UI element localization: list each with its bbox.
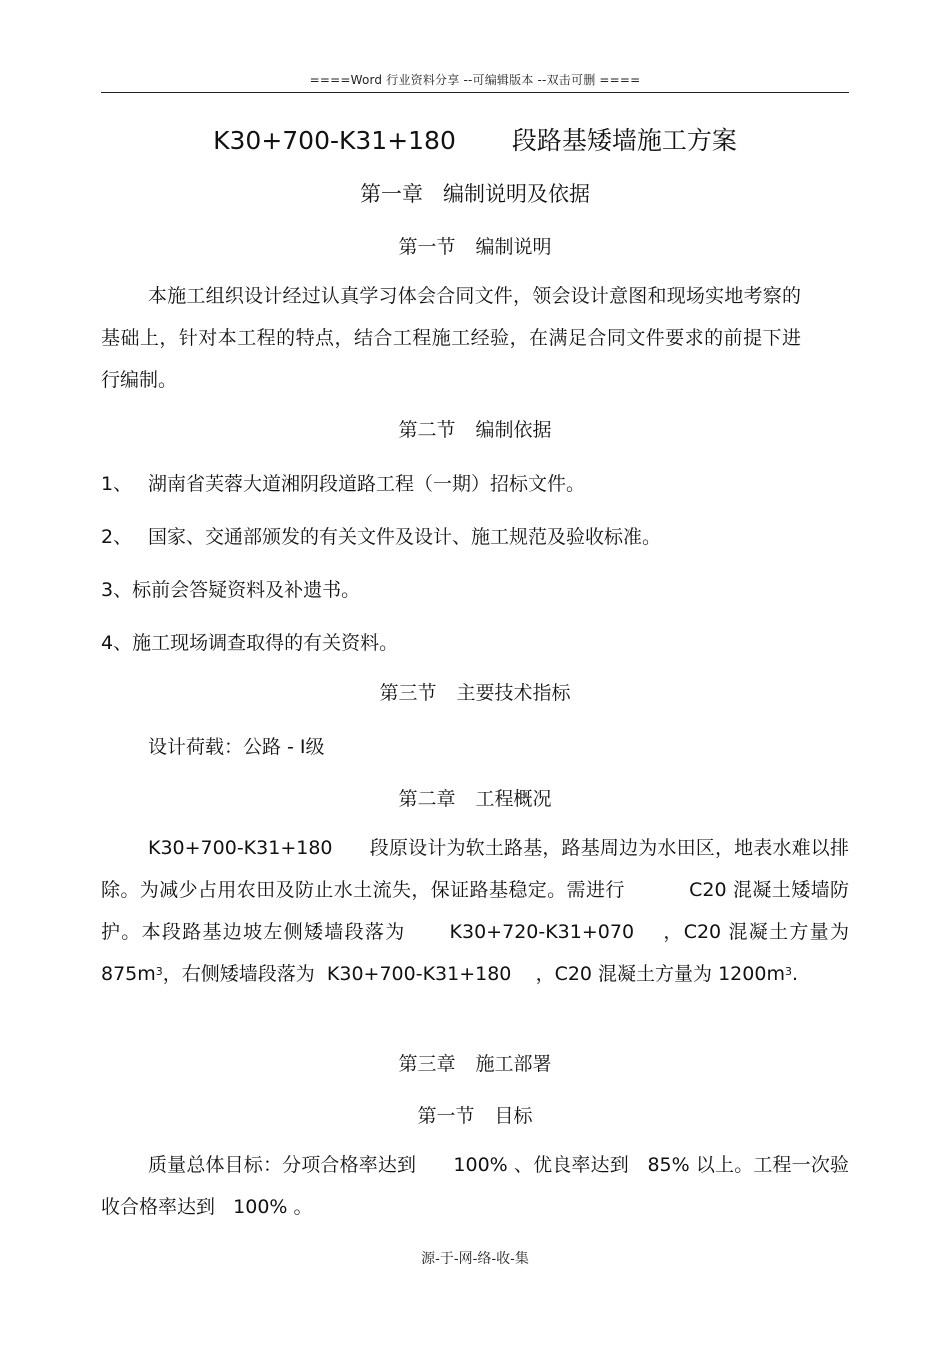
quality-target-paragraph: 质量总体目标：分项合格率达到 100% 、优良率达到 85% 以上。工程一次验收合格率达到 100% 。 [101,1154,849,1218]
chapter-2-heading: 第二章 工程概况 [398,788,552,810]
section-3-1-heading: 第一节 目标 [417,1105,533,1127]
project-overview-paragraph: K30+700-K31+180 段原设计为软土路基，路基周边为水田区，地表水难以排除。为减少占用农田及防止水土流失，保证路基稳定。需进行 C20 混凝土矮墙防护。本段路基边坡左侧矮墙段落为 K30+720-K31+070 ，C20 混凝土方量为 $875m^3$，右侧矮墙段落为 K30+700-K31+180 ，C20 混凝土方量为 $1200m^3$. [101,837,849,985]
basis-item-3: 3、标前会答疑资料及补遗书。 [101,579,361,601]
header-divider [101,92,849,93]
title-code: K30+700-K31+180 [213,126,456,155]
basis-item-1: 1、 湖南省芙蓉大道湘阴段道路工程（一期）招标文件。 [101,473,586,495]
document-title [0,121,950,157]
section-1-3-heading: 第三节 主要技术指标 [379,682,571,704]
chapter-1-heading: 第一章 编制说明及依据 [360,182,590,206]
design-load-text: 设计荷载：公路 - Ⅰ级 [148,736,325,758]
page-header: ====Word 行业资料分享 --可编辑版本 --双击可删 ==== [309,73,641,87]
section-1-1-heading: 第一节 编制说明 [398,236,552,258]
basis-item-2: 2、 国家、交通部颁发的有关文件及设计、施工规范及验收标准。 [101,526,662,548]
title-text: 段路基矮墙施工方案 [511,126,737,155]
chapter-3-heading: 第三章 施工部署 [398,1053,552,1075]
basis-item-4: 4、施工现场调查取得的有关资料。 [101,632,399,654]
section-1-1-paragraph: 本施工组织设计经过认真学习体会合同文件，领会设计意图和现场实地考察的基础上，针对本工程的特点，结合工程施工经验，在满足合同文件要求的前提下进行编制。 [101,285,801,391]
page-footer: 源-于-网-络-收-集 [421,1251,529,1267]
section-1-2-heading: 第二节 编制依据 [398,419,552,441]
